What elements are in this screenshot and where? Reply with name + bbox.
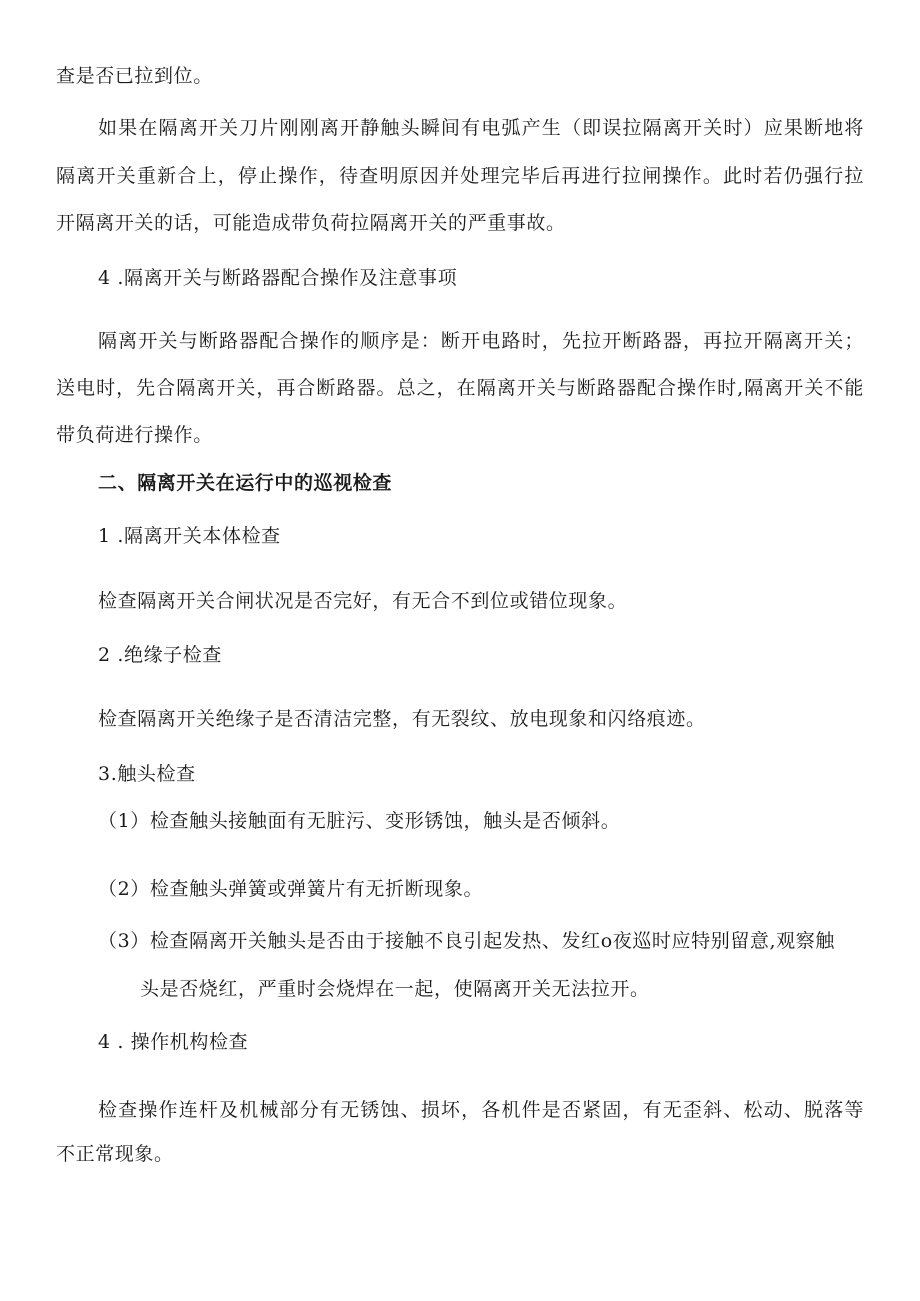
section-heading: 4 .隔离开关与断路器配合操作及注意事项 (98, 267, 458, 289)
section-heading: 3.触头检查 (98, 763, 196, 785)
paragraph-line: 检查隔离开关绝缘子是否清洁完整，有无裂纹、放电现象和闪络痕迹。 (98, 708, 706, 730)
paragraph-line: 带负荷进行操作。 (56, 424, 213, 446)
paragraph-line: 检查隔离开关合闸状况是否完好，有无合不到位或错位现象。 (98, 590, 628, 612)
list-item: （2）检查触头弹簧或弹簧片有无折断现象。 (98, 878, 484, 900)
paragraph-line: 如果在隔离开关刀片刚刚离开静触头瞬间有电弧产生（即误拉隔离开关时）应果断地将 (98, 117, 864, 139)
paragraph-line: 隔离开关与断路器配合操作的顺序是：断开电路时，先拉开断路器，再拉开隔离开关； (98, 330, 864, 352)
section-heading: 4 . 操作机构检查 (98, 1031, 249, 1053)
list-item: （3）检查隔离开关触头是否由于接触不良引起发热、发红o夜巡时应特别留意,观察触 (98, 930, 835, 952)
list-item-continuation: 头是否烧红，严重时会烧焊在一起，使隔离开关无法拉开。 (140, 978, 650, 1000)
paragraph-line: 检查操作连杆及机械部分有无锈蚀、损坏，各机件是否紧固，有无歪斜、松动、脱落等 (98, 1099, 864, 1121)
chapter-heading: 二、隔离开关在运行中的巡视检查 (98, 472, 393, 494)
paragraph-line: 隔离开关重新合上，停止操作，待查明原因并处理完毕后再进行拉闸操作。此时若仍强行拉 (56, 165, 864, 187)
paragraph-line: 开隔离开关的话，可能造成带负荷拉隔离开关的严重事故。 (56, 212, 566, 234)
section-heading: 1 .隔离开关本体检查 (98, 525, 281, 547)
section-heading: 2 .绝缘子检查 (98, 644, 222, 666)
text-line: 查是否已拉到位。 (56, 65, 213, 87)
list-item: （1）检查触头接触面有无脏污、变形锈蚀，触头是否倾斜。 (98, 810, 621, 832)
paragraph-line: 不正常现象。 (56, 1143, 174, 1165)
paragraph-line: 送电时，先合隔离开关，再合断路器。总之，在隔离开关与断路器配合操作时,隔离开关不能 (56, 377, 864, 399)
